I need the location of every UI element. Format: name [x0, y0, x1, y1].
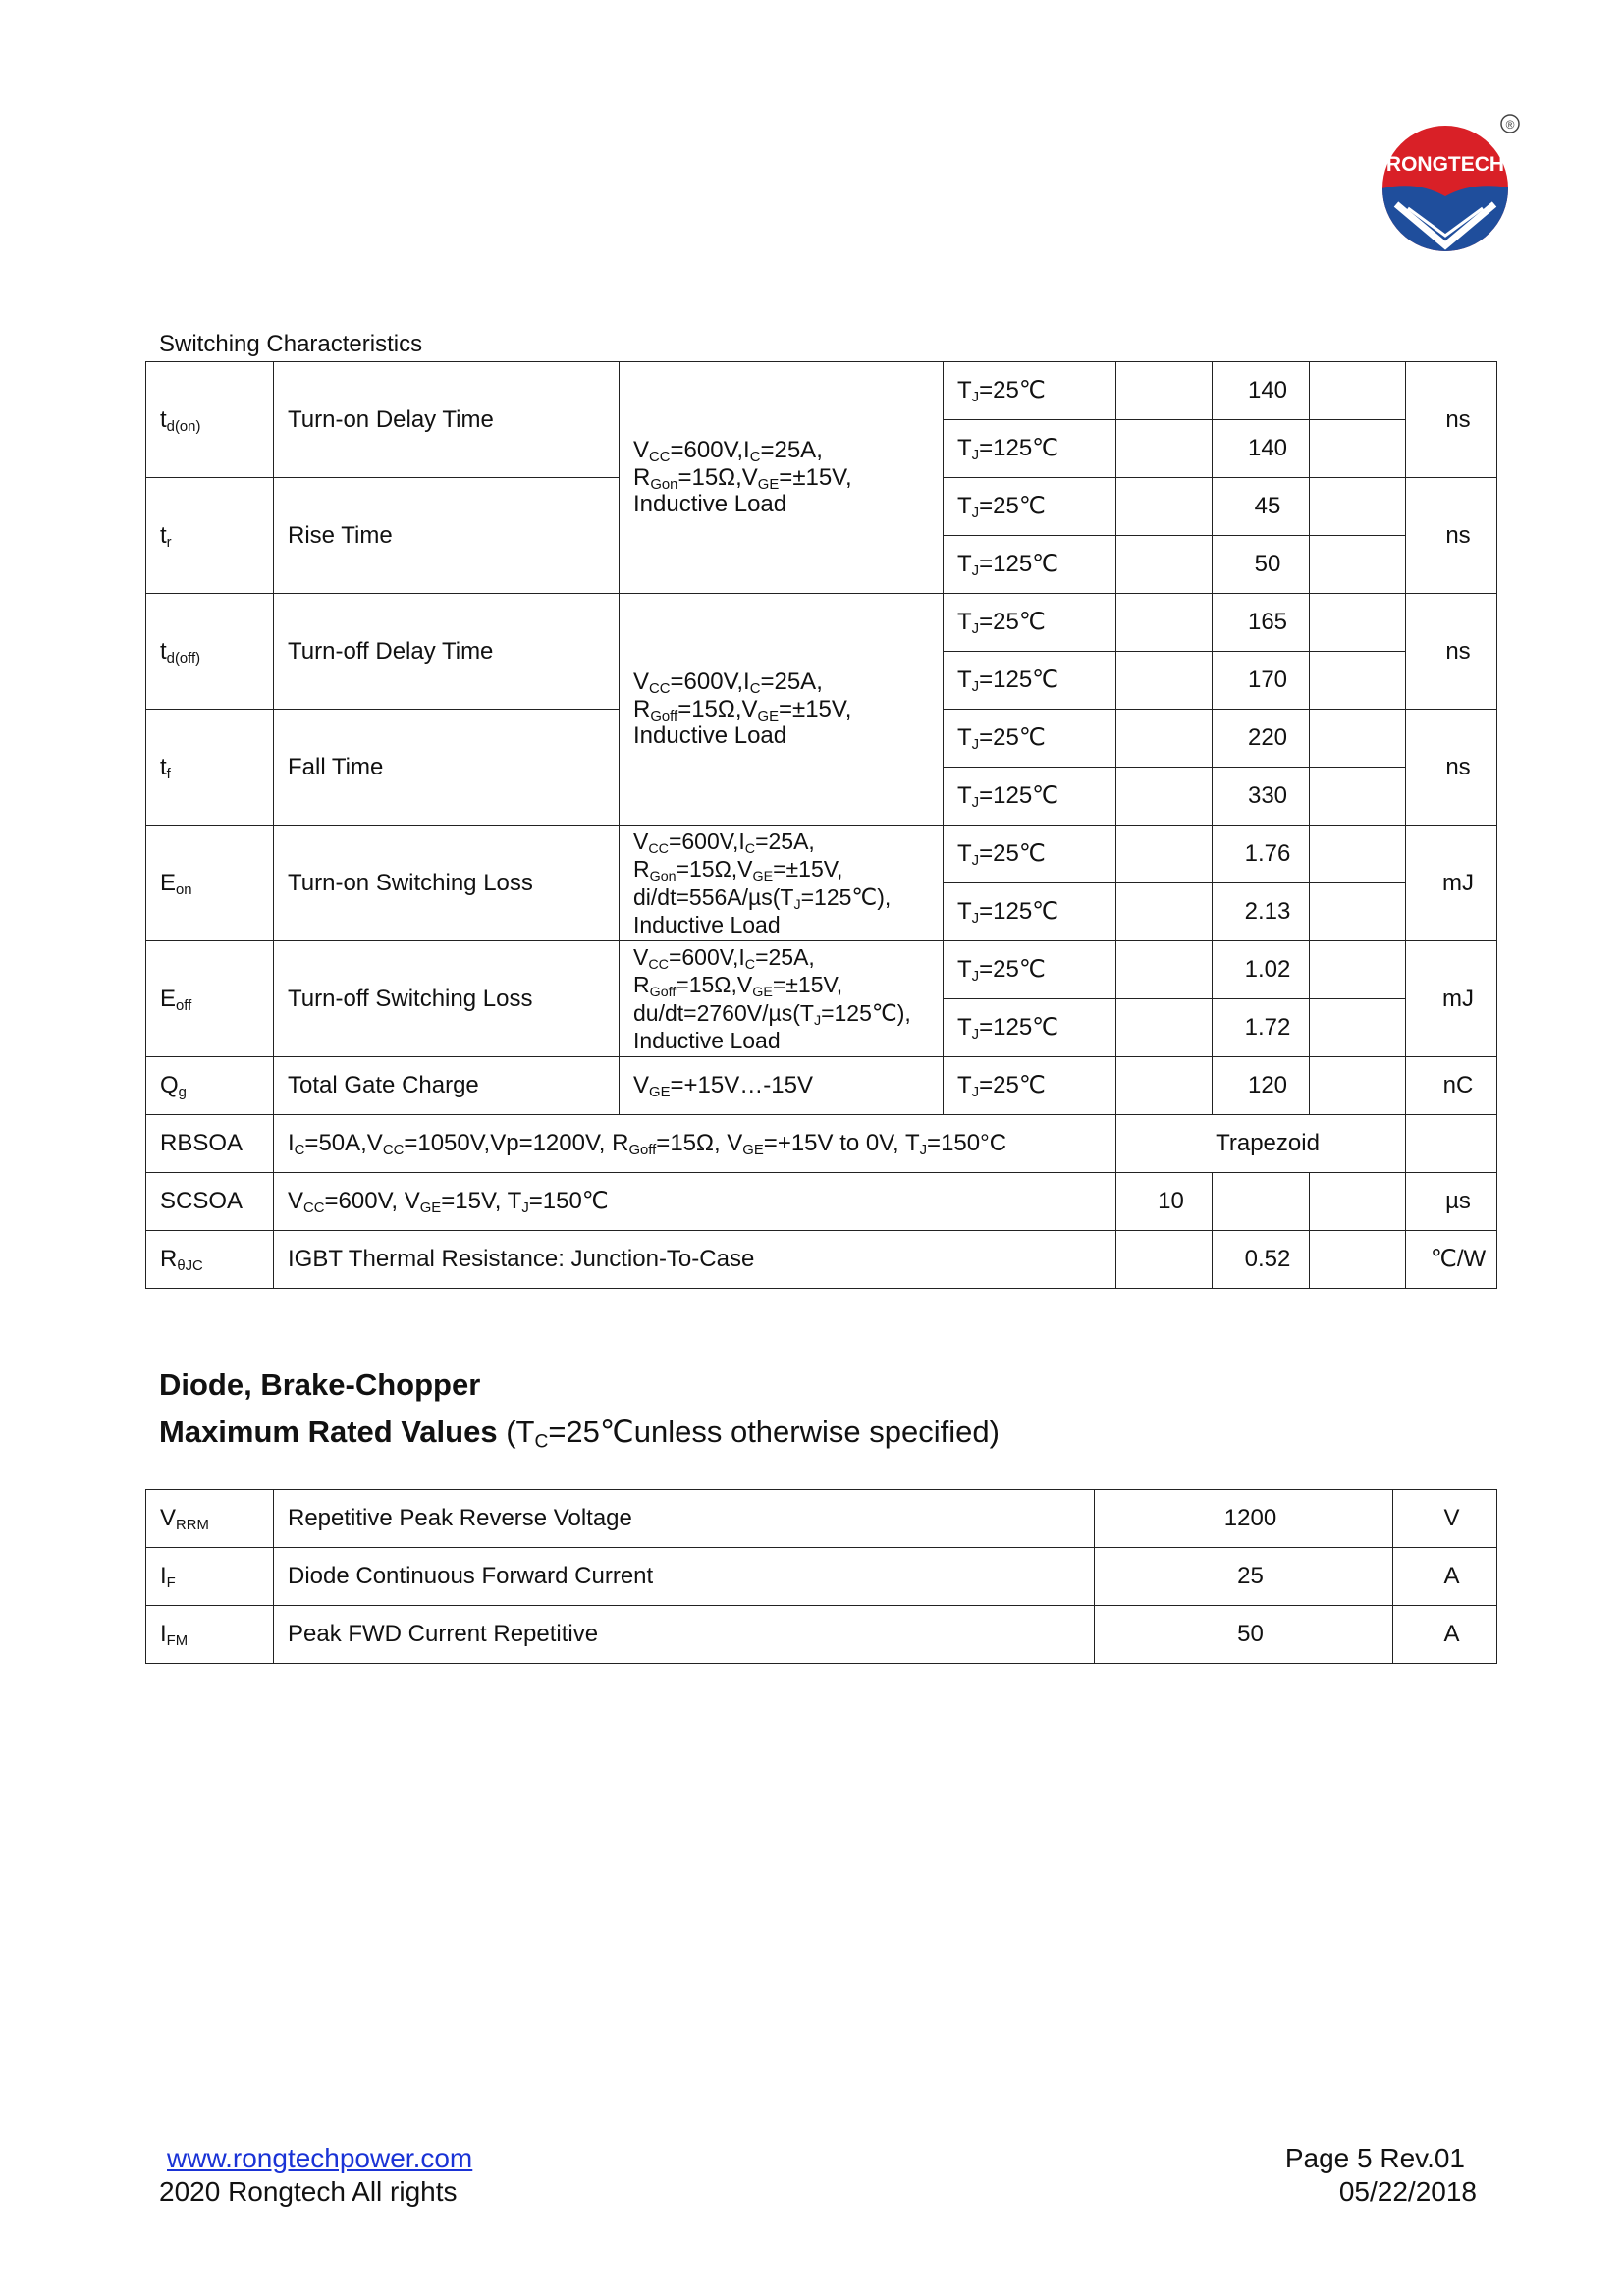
- rongtech-logo: [1375, 110, 1522, 257]
- min-cell: [1116, 420, 1213, 478]
- symbol-cell: $Q_g$: [146, 1057, 274, 1115]
- typ-cell: [1213, 1173, 1310, 1231]
- max-cell: [1310, 420, 1406, 478]
- typ-cell: 2.13: [1213, 883, 1310, 941]
- table-row: [146, 1057, 1497, 1115]
- table-row: [146, 1490, 1497, 1548]
- temperature-cell: $T_J=125℃$: [944, 420, 1116, 478]
- temperature-cell: $T_J=25℃$: [944, 941, 1116, 999]
- typ-cell: 140: [1213, 362, 1310, 420]
- description-cell: Fall Time: [274, 710, 620, 826]
- temperature-cell: $T_J=25℃$: [944, 594, 1116, 652]
- table-row: [146, 1548, 1497, 1606]
- symbol-cell: $t_{d(off)}$: [146, 594, 274, 710]
- description-cell: Turn-off Delay Time: [274, 594, 620, 710]
- max-cell: [1310, 826, 1406, 883]
- condition-cell: $V_{CC}=600V,I_C=25A$, $R_{Gon}=15\Omega,V_{GE}=\pm 15V$, Inductive Load: [620, 362, 944, 594]
- table-row: [146, 1173, 1497, 1231]
- symbol-cell: $I_{FM}$: [146, 1606, 274, 1664]
- temperature-cell: $T_J=125℃$: [944, 652, 1116, 710]
- typ-cell: 0.52: [1213, 1231, 1310, 1289]
- min-cell: 10: [1116, 1173, 1213, 1231]
- typ-cell: 1.72: [1213, 999, 1310, 1057]
- symbol-cell: $R_{\theta JC}$: [146, 1231, 274, 1289]
- unit-cell: mJ: [1406, 826, 1497, 941]
- revision-date: 05/22/2018: [1338, 2176, 1477, 2207]
- typ-cell: 120: [1213, 1057, 1310, 1115]
- min-cell: [1116, 594, 1213, 652]
- value-cell: 1200: [1095, 1490, 1393, 1548]
- max-cell: [1310, 883, 1406, 941]
- unit-cell: A: [1393, 1548, 1497, 1606]
- condition-cell: $V_{GE}=+15V\dots-15V$: [620, 1057, 944, 1115]
- copyright-text: 2020 Rongtech All rights: [159, 2176, 458, 2207]
- description-cell: Repetitive Peak Reverse Voltage: [274, 1490, 1095, 1548]
- typ-cell: 170: [1213, 652, 1310, 710]
- unit-cell: ℃/W: [1406, 1231, 1497, 1289]
- diode-table: [145, 1489, 1497, 1664]
- max-rated-heading: Maximum Rated Values ($T_C=25℃unless$ otherwise specified): [159, 1415, 1000, 1453]
- min-cell: [1116, 710, 1213, 768]
- page-number: Page 5 Rev.01: [1284, 2143, 1465, 2173]
- symbol-cell: $t_f$: [146, 710, 274, 826]
- value-cell: Trapezoid: [1116, 1115, 1406, 1173]
- description-cell: Turn-on Switching Loss: [274, 826, 620, 941]
- min-cell: [1116, 362, 1213, 420]
- min-cell: [1116, 883, 1213, 941]
- typ-cell: 1.02: [1213, 941, 1310, 999]
- max-cell: [1310, 941, 1406, 999]
- min-cell: [1116, 478, 1213, 536]
- max-cell: [1310, 536, 1406, 594]
- typ-cell: 330: [1213, 768, 1310, 826]
- typ-cell: 50: [1213, 536, 1310, 594]
- symbol-cell: $t_r$: [146, 478, 274, 594]
- unit-cell: ns: [1406, 710, 1497, 826]
- unit-cell: ns: [1406, 362, 1497, 478]
- symbol-cell: SCSOA: [146, 1173, 274, 1231]
- temperature-cell: $T_J=125℃$: [944, 536, 1116, 594]
- min-cell: [1116, 768, 1213, 826]
- max-cell: [1310, 710, 1406, 768]
- max-cell: [1310, 1231, 1406, 1289]
- description-cell: Turn-off Switching Loss: [274, 941, 620, 1057]
- table-row: [146, 1231, 1497, 1289]
- table-row: [146, 826, 1497, 883]
- temperature-cell: $T_J=25℃$: [944, 710, 1116, 768]
- condition-cell: $V_{CC}=600V,I_C=25A$, $R_{Goff}=15\Omega,V_{GE}=\pm 15V$, Inductive Load: [620, 594, 944, 826]
- temperature-cell: $T_J=25℃$: [944, 362, 1116, 420]
- unit-cell: nC: [1406, 1057, 1497, 1115]
- symbol-cell: $E_{on}$: [146, 826, 274, 941]
- min-cell: [1116, 826, 1213, 883]
- table-row: [146, 594, 1497, 652]
- table-row: [146, 1115, 1497, 1173]
- typ-cell: 45: [1213, 478, 1310, 536]
- temperature-cell: $T_J=25℃$: [944, 826, 1116, 883]
- switching-table: [145, 361, 1497, 1289]
- min-cell: [1116, 652, 1213, 710]
- min-cell: [1116, 536, 1213, 594]
- condition-cell: $V_{CC}=600V$, $V_{GE}=15V$, $T_J=150℃$: [274, 1173, 1116, 1231]
- temperature-cell: $T_J=125℃$: [944, 999, 1116, 1057]
- max-cell: [1310, 1173, 1406, 1231]
- description-cell: Rise Time: [274, 478, 620, 594]
- condition-cell: $I_C=50A,V_{CC}=1050V,Vp=1200V$, $R_{Goff}=15\Omega$, $V_{GE}=+15V$ to 0V, $T_J=150^\circ C$: [274, 1115, 1116, 1173]
- temperature-cell: $T_J=125℃$: [944, 768, 1116, 826]
- unit-cell: ns: [1406, 594, 1497, 710]
- max-cell: [1310, 768, 1406, 826]
- min-cell: [1116, 1057, 1213, 1115]
- diode-heading: Diode, Brake-Chopper: [159, 1367, 481, 1402]
- symbol-cell: $t_{d(on)}$: [146, 362, 274, 478]
- condition-cell: $V_{CC}=600V,I_C=25A$, $R_{Gon}=15\Omega,V_{GE}=\pm 15V$, $di/dt=556A/\mu s(T_J=125℃)$, Inductive Load: [620, 826, 944, 941]
- symbol-cell: $V_{RRM}$: [146, 1490, 274, 1548]
- typ-cell: 1.76: [1213, 826, 1310, 883]
- typ-cell: 165: [1213, 594, 1310, 652]
- max-cell: [1310, 362, 1406, 420]
- symbol-cell: RBSOA: [146, 1115, 274, 1173]
- logo-wordmark: RONGTECH: [1385, 153, 1505, 176]
- unit-cell: V: [1393, 1490, 1497, 1548]
- condition-cell: $V_{CC}=600V,I_C=25A$, $R_{Goff}=15\Omega,V_{GE}=\pm 15V$, $du/dt=2760V/\mu s(T_J=125℃)$, Inductive Load: [620, 941, 944, 1057]
- description-cell: Peak FWD Current Repetitive: [274, 1606, 1095, 1664]
- website-link[interactable]: www.rongtechpower.com: [167, 2143, 473, 2173]
- max-cell: [1310, 478, 1406, 536]
- typ-cell: 140: [1213, 420, 1310, 478]
- value-cell: 50: [1095, 1606, 1393, 1664]
- value-cell: 25: [1095, 1548, 1393, 1606]
- table-row: [146, 362, 1497, 420]
- unit-cell: µs: [1406, 1173, 1497, 1231]
- unit-cell: A: [1393, 1606, 1497, 1664]
- unit-cell: mJ: [1406, 941, 1497, 1057]
- max-cell: [1310, 652, 1406, 710]
- max-cell: [1310, 594, 1406, 652]
- symbol-cell: $I_F$: [146, 1548, 274, 1606]
- min-cell: [1116, 1231, 1213, 1289]
- unit-cell: [1406, 1115, 1497, 1173]
- max-cell: [1310, 999, 1406, 1057]
- unit-cell: ns: [1406, 478, 1497, 594]
- temperature-cell: $T_J=125℃$: [944, 883, 1116, 941]
- table-row: [146, 1606, 1497, 1664]
- min-cell: [1116, 999, 1213, 1057]
- temperature-cell: $T_J=25℃$: [944, 1057, 1116, 1115]
- svg-text:®: ®: [1505, 118, 1515, 132]
- section-caption: Switching Characteristics: [159, 331, 423, 357]
- symbol-cell: $E_{off}$: [146, 941, 274, 1057]
- table-row: [146, 941, 1497, 999]
- description-cell: IGBT Thermal Resistance: Junction-To-Case: [274, 1231, 1116, 1289]
- max-cell: [1310, 1057, 1406, 1115]
- min-cell: [1116, 941, 1213, 999]
- temperature-cell: $T_J=25℃$: [944, 478, 1116, 536]
- description-cell: Total Gate Charge: [274, 1057, 620, 1115]
- description-cell: Turn-on Delay Time: [274, 362, 620, 478]
- description-cell: Diode Continuous Forward Current: [274, 1548, 1095, 1606]
- typ-cell: 220: [1213, 710, 1310, 768]
